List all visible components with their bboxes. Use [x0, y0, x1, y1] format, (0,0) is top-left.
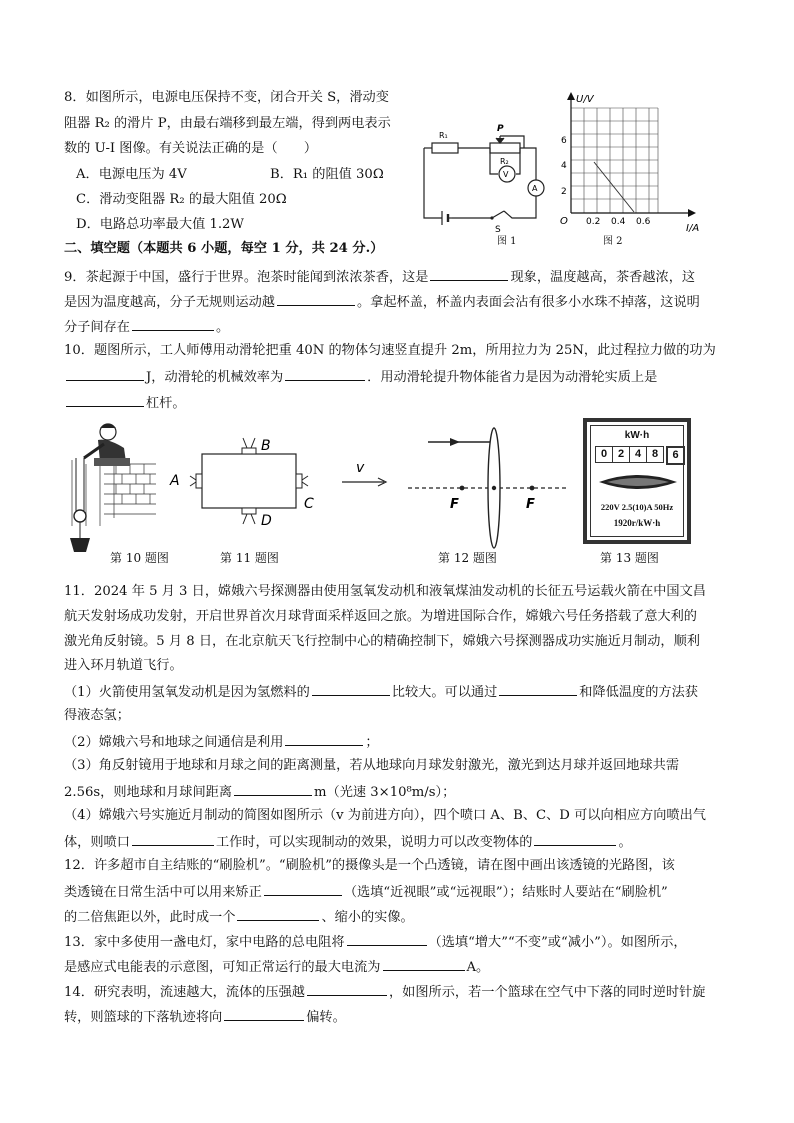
meter-spec: 220V 2.5(10)A 50Hz [600, 502, 674, 512]
q8-option-b: B．R₁ 的阻值 30Ω [270, 167, 384, 182]
q10-line3 [64, 392, 186, 414]
q11-p2-text-b: ； [365, 735, 379, 750]
ui-graph [560, 90, 710, 240]
ytick-4: 4 [561, 161, 567, 171]
ytick-2: 2 [561, 187, 567, 197]
q12-text-c: （选填“近视眼”或“远视眼”）；结账时人要站在“刷脸机” [343, 885, 668, 900]
q14-blank-1[interactable] [307, 981, 387, 996]
q10-text-d: 杠杆。 [146, 396, 186, 411]
q9-line1 [64, 266, 695, 288]
q12-line1: 12．许多超市自主结账的“刷脸机”。“刷脸机”的摄像头是一个凸透镜，请在图中画出该透镜的光路图，该 [64, 858, 675, 873]
fig12-caption: 第 12 题图 [438, 551, 497, 565]
energy-meter [583, 418, 691, 544]
q14-text-c: 转，则篮球的下落轨迹将向 [64, 1010, 223, 1025]
nozzle-d-label: D [261, 513, 272, 529]
q9-blank-1[interactable] [430, 266, 508, 281]
pulley-worker-figure [64, 418, 160, 558]
q9-text-c: 是因为温度越高，分子无规则运动越 [64, 295, 275, 310]
velocity-label: v [356, 460, 365, 476]
xtick-0-2: 0.2 [586, 217, 601, 227]
q11-p3-text-c: m（光速 3×10⁸m/s）； [314, 785, 456, 800]
meter-digit-decimal: 6 [666, 446, 685, 465]
q11-p1-text-c: 和降低温度的方法获 [579, 685, 698, 700]
switch-label: S [495, 225, 501, 235]
q11-p2-text-a: （2）嫦娥六号和地球之间通信是利用 [64, 735, 284, 750]
meter-digit: 8 [647, 446, 664, 463]
fig2-caption: 图 2 [603, 236, 623, 247]
q12-blank-2[interactable] [237, 906, 319, 921]
q9-line2 [64, 291, 700, 313]
q10-blank-2[interactable] [285, 366, 365, 381]
fig10-caption: 第 10 题图 [110, 551, 169, 565]
q12-text-d: 的二倍焦距以外，此时成一个 [64, 910, 236, 925]
q9-text-d: 。拿起杯盖，杯盖内表面会沾有很多小水珠不掉落，这说明 [357, 295, 700, 310]
q11-part4-cont [64, 831, 632, 853]
q11-part3-cont [64, 781, 455, 803]
q14-blank-2[interactable] [224, 1006, 304, 1021]
meter-digit: 2 [613, 446, 630, 463]
ui-data-line [594, 162, 634, 212]
focus-right-label: F [526, 497, 535, 512]
q11-part2 [64, 731, 379, 753]
q11-part1-cont: 得液态氢； [64, 708, 130, 723]
q12-text-e: 、缩小的实像。 [321, 910, 414, 925]
q12-text-b: 类透镜在日常生活中可以用来矫正 [64, 885, 262, 900]
q11-line4: 进入环月轨道飞行。 [64, 658, 183, 673]
nozzle-a-label: A [170, 473, 180, 489]
xtick-0-4: 0.4 [611, 217, 626, 227]
circuit-diagram [412, 118, 552, 248]
q11-p4-text-b: 体，则喷口 [64, 835, 130, 850]
lens-figure [404, 422, 572, 550]
r2-label: R₂ [500, 157, 509, 166]
q11-p4-text-c: 工作时，可以实现制动的效果，说明力可以改变物体的 [215, 835, 533, 850]
q11-blank-2[interactable] [499, 681, 577, 696]
q14-line2 [64, 1006, 346, 1028]
q11-part4: （4）嫦娥六号实施近月制动的简图如图所示（v 为前进方向），四个喷口 A、B、C、D 可以向相应方向喷出气 [64, 808, 706, 823]
q11-blank-4[interactable] [234, 781, 312, 796]
r1-resistor [432, 143, 458, 153]
q10-text-c: ．用动滑轮提升物体能省力是因为动滑轮实质上是 [367, 370, 658, 385]
meter-digits [595, 446, 685, 465]
q9-line3 [64, 316, 229, 338]
graph-ylabel: U/V [576, 94, 594, 105]
q11-p1-text-b: 比较大。可以通过 [391, 685, 498, 700]
q11-part1 [64, 681, 698, 703]
q10-line2 [64, 366, 657, 388]
q11-blank-1[interactable] [312, 681, 390, 696]
q11-p3-text-b: 2.56s，则地球和月球间距离 [64, 785, 233, 800]
ammeter-label: A [532, 184, 538, 193]
q9-text-a: 9．茶起源于中国，盛行于世界。泡茶时能闻到浓浓茶香，这是 [64, 270, 429, 285]
q8-line1: 8．如图所示，电源电压保持不变，闭合开关 S，滑动变 [64, 90, 389, 105]
q11-line2: 航天发射场成功发射，开启世界首次月球背面采样返回之旅。为增进国际合作，嫦娥六号任务搭载了意大利的 [64, 609, 697, 624]
q12-line3 [64, 906, 414, 928]
q13-text-d: A。 [466, 960, 490, 975]
fig1-caption: 图 1 [497, 236, 517, 247]
q12-line2 [64, 881, 668, 903]
q13-line2 [64, 956, 489, 978]
nozzle-b-label: B [261, 438, 271, 454]
q9-text-f: 。 [215, 320, 230, 335]
q11-line1: 11．2024 年 5 月 3 日，嫦娥六号探测器由使用氢氧发动机和液氧煤油发动机的长征五号运载火箭在中国文昌 [64, 584, 706, 599]
q11-part3: （3）角反射镜用于地球和月球之间的距离测量，若从地球向月球发射激光，激光到达月球并返回地球共需 [64, 758, 680, 773]
q8-option-a: A．电源电压为 4V [76, 167, 187, 182]
q11-line3: 激光角反射镜。5 月 8 日，在北京航天飞行控制中心的精确控制下，嫦娥六号探测器成功实施近月制动，顺利 [64, 634, 700, 649]
q11-blank-6[interactable] [534, 831, 616, 846]
graph-xlabel: I/A [686, 223, 700, 234]
voltmeter-label: V [503, 170, 509, 179]
xtick-0-6: 0.6 [636, 217, 651, 227]
q10-line1: 10．题图所示，工人师傅用动滑轮把重 40N 的物体匀速竖直提升 2m，所用拉力为 25N，此过程拉力做的功为 [64, 343, 716, 358]
r1-label: R₁ [439, 131, 448, 140]
q10-text-b: J，动滑轮的机械效率为 [146, 370, 284, 385]
q13-text-c: 是感应式电能表的示意图，可知正常运行的最大电流为 [64, 960, 381, 975]
q13-text-b: （选填“增大”“不变”或“减小”）。如图所示， [428, 935, 687, 950]
q13-blank-2[interactable] [383, 956, 465, 971]
meter-digit: 4 [630, 446, 647, 463]
q10-blank-3[interactable] [66, 392, 144, 407]
q10-blank-1[interactable] [66, 366, 144, 381]
q11-blank-3[interactable] [285, 731, 363, 746]
meter-digit: 0 [595, 446, 613, 463]
p-label: P [497, 124, 504, 134]
q14-text-b: ，如图所示，若一个篮球在空气中下落的同时逆时针旋 [388, 985, 706, 1000]
q11-p4-text-d: 。 [618, 835, 632, 850]
q9-blank-3[interactable] [132, 316, 214, 331]
probe-body [202, 454, 296, 508]
q9-text-e: 分子间存在 [64, 320, 130, 335]
graph-origin: O [560, 216, 568, 227]
ytick-6: 6 [561, 136, 567, 146]
q14-text-d: 偏转。 [306, 1010, 346, 1025]
q12-blank-1[interactable] [264, 881, 342, 896]
q14-line1 [64, 981, 705, 1003]
q11-blank-5[interactable] [132, 831, 214, 846]
focus-left-label: F [450, 497, 459, 512]
section2-heading: 二、填空题（本题共 6 小题，每空 1 分，共 24 分.） [64, 241, 384, 256]
q13-line1 [64, 931, 687, 953]
q9-text-b: 现象，温度越高，茶香越浓，这 [510, 270, 696, 285]
q13-text-a: 13．家中多使用一盏电灯，家中电路的总电阻将 [64, 935, 345, 950]
r2-rheostat [490, 143, 520, 153]
q11-p1-text-a: （1）火箭使用氢氧发动机是因为氢燃料的 [64, 685, 310, 700]
nozzle-c-label: C [304, 496, 314, 512]
meter-rate: 1920r/kW·h [613, 518, 661, 528]
nozzle-figure [160, 432, 396, 542]
q8-line2: 阻器 R₂ 的滑片 P，由最右端移到最左端，得到两电表示 [64, 116, 391, 131]
fig13-caption: 第 13 题图 [600, 551, 659, 565]
meter-unit: kW·h [624, 430, 650, 441]
meter-disc [593, 470, 683, 494]
q8-line3: 数的 U-I 图像。有关说法正确的是（ ） [64, 141, 318, 156]
q8-option-c: C．滑动变阻器 R₂ 的最大阻值 20Ω [76, 192, 287, 207]
q14-text-a: 14．研究表明，流速越大，流体的压强越 [64, 985, 305, 1000]
q9-blank-2[interactable] [277, 291, 355, 306]
q8-option-d: D．电路总功率最大值 1.2W [76, 217, 244, 232]
q13-blank-1[interactable] [347, 931, 427, 946]
fig11-caption: 第 11 题图 [220, 551, 279, 565]
